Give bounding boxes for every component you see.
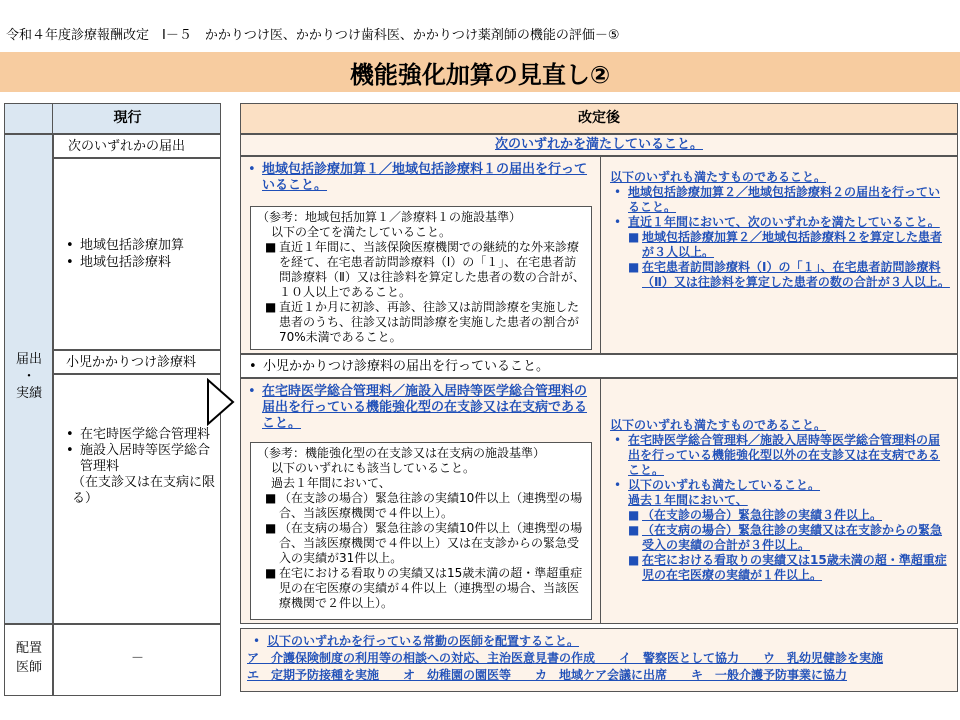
box1-right-title: 以下のいずれも満たすものであること。 bbox=[610, 170, 827, 184]
left-cell-4-item: • 在宅時医学総合管理料 bbox=[66, 427, 211, 442]
left-cell-4-note: （在支診又は在支病に限る） bbox=[72, 475, 216, 506]
divider bbox=[600, 157, 601, 353]
current-header: 現行 bbox=[113, 110, 142, 126]
right-row-1 bbox=[240, 134, 958, 156]
box1-ref-item: ■ 直近１か月に初診、再診、往診又は訪問診療を実施した患者のうち、往診又は訪問診療を実施した患者の割合が70%未満であること。 bbox=[265, 300, 580, 344]
box1-left-title: • 地域包括診療加算１／地域包括診療料１の届出を行っていること。 bbox=[248, 162, 588, 193]
box1-ref-title: （参考：地域包括加算１／診療料１の施設基準） bbox=[257, 210, 522, 224]
left-cell-2-item: • 地域包括診療料 bbox=[66, 255, 172, 270]
box1-right-item: • 地域包括診療加算２／地域包括診療料２の届出を行っていること。 bbox=[614, 185, 941, 214]
box2-ref-intro1: 以下のいずれにも該当していること。 bbox=[271, 461, 476, 475]
box2-ref-title: （参考：機能強化型の在支診又は在支病の施設基準） bbox=[257, 446, 546, 460]
box1-reference bbox=[250, 206, 592, 350]
box2-reference bbox=[250, 442, 592, 620]
revised-header: 改定後 bbox=[240, 103, 958, 134]
box1-ref-intro: 以下の全てを満たしていること。 bbox=[271, 225, 452, 239]
left-cell-4-item: • 施設入居時等医学総合管理料 bbox=[66, 443, 211, 474]
box2-ref-item: ■ （在支病の場合）緊急往診の実績10件以上（連携型の場合、当該医療機関で４件以上）又は在支診からの緊急受入の実績が31件以上。 bbox=[265, 521, 583, 565]
header-line: 令和４年度診療報酬改定 Ⅰ－５ かかりつけ医、かかりつけ歯科医、かかりつけ薬剤師の機能の評価－⑤ bbox=[6, 28, 620, 43]
box2-right-item: • 在宅時医学総合管理料／施設入居時等医学総合管理料の届出を行っている機能強化型以外の在支診又は在支病であること。 bbox=[614, 433, 941, 477]
corner-cell bbox=[4, 103, 53, 134]
box2-ref-item: ■ 在宅における看取りの実績又は15歳未満の超・準超重症児の在宅医療の実績が４件以上（連携型の場合、当該医療機関で２件以上）。 bbox=[265, 566, 583, 610]
right-staff-cell bbox=[240, 628, 958, 692]
box2-left-title: • 在宅時医学総合管理料／施設入居時等医学総合管理料の届出を行っている機能強化型の在支診又は在支病であること。 bbox=[248, 384, 588, 431]
box2-right-item: • 以下のいずれも満たしていること。 bbox=[614, 478, 821, 492]
row-label-report-cell bbox=[4, 134, 53, 624]
staff-line-1: ア 介護保険制度の利用等の相談への対応、主治医意見書の作成 イ 警察医として協力 ウ 乳幼児健診を実施 bbox=[247, 651, 884, 665]
box2-right-sq: ■ 在宅における看取りの実績又は15歳未満の超・準超重症児の在宅医療の実績が１件以上。 bbox=[628, 553, 947, 582]
staff-title: • 以下のいずれかを行っている常勤の医師を配置すること。 bbox=[253, 634, 580, 648]
right-row-3 bbox=[240, 354, 958, 378]
box1-right-item: • 直近１年間において、次のいずれかを満たしていること。 bbox=[614, 215, 940, 229]
box2-ref-item: ■ （在支診の場合）緊急往診の実績10件以上（連携型の場合、当該医療機関で４件以上）。 bbox=[265, 491, 583, 520]
left-cell-3 bbox=[53, 350, 221, 374]
left-cell-1 bbox=[53, 134, 221, 158]
left-cell-5 bbox=[53, 624, 221, 696]
row-label-staff: 配置 医師 bbox=[15, 641, 42, 675]
left-cell-5-text: － bbox=[130, 651, 144, 666]
left-cell-2 bbox=[53, 158, 221, 350]
box1-ref-item: ■ 直近１年間に、当該保険医療機関での継続的な外来診療を経て、在宅患者訪問診療料（Ⅰ）の「１」、在宅患者訪問診療料（Ⅱ）又は往診料を算定した患者の数の合計が、１０人以上であること。 bbox=[265, 240, 585, 299]
left-cell-2-item: • 地域包括診療加算 bbox=[66, 238, 185, 253]
staff-line-2: エ 定期予防接種を実施 オ 幼稚園の園医等 カ 地域ケア会議に出席 キ 一般介護予防事業に協力 bbox=[247, 668, 848, 682]
left-cell-4 bbox=[53, 374, 221, 624]
box2-ref-intro2: 過去１年間において、 bbox=[271, 476, 391, 490]
box2-right-title: 以下のいずれも満たすものであること。 bbox=[610, 418, 827, 432]
left-cell-1-text: 次のいずれかの届出 bbox=[68, 139, 186, 154]
box2-right-item2-sub: 過去１年間において、 bbox=[628, 493, 748, 507]
right-triangle-outline-icon bbox=[206, 378, 236, 426]
divider bbox=[600, 379, 601, 623]
box2-right-sq: ■ （在支病の場合）緊急往診の実績又は在支診からの緊急受入の実績の合計が３件以上。 bbox=[628, 523, 943, 552]
right-row-1-text: 次のいずれかを満たしていること。 bbox=[494, 137, 703, 152]
left-cell-3-text: 小児かかりつけ診療料 bbox=[66, 355, 197, 370]
box2-right-sq: ■ （在支診の場合）緊急往診の実績３件以上。 bbox=[628, 508, 883, 522]
row-label-staff-cell bbox=[4, 624, 53, 696]
page-title: 機能強化加算の見直し② bbox=[0, 52, 960, 92]
row-label-report: 届出 ・ 実績 bbox=[15, 352, 42, 401]
right-row-3-text: • 小児かかりつけ診療料の届出を行っていること。 bbox=[249, 359, 550, 374]
box1-right-sub: ■ 地域包括診療加算２／地域包括診療料２を算定した患者が３人以上。 bbox=[628, 230, 943, 259]
box1-right-sub: ■ 在宅患者訪問診療料（Ⅰ）の「１」、在宅患者訪問診療料（Ⅱ）又は往診料を算定した患者の数の合計が３人以上。 bbox=[628, 260, 950, 289]
